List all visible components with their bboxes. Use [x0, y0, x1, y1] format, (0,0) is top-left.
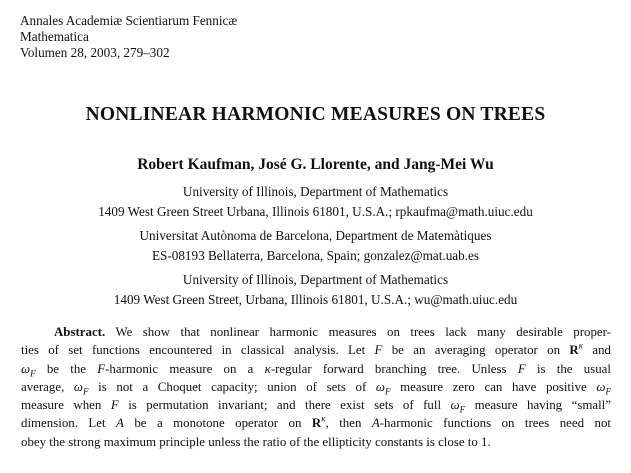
math-symbol: F	[459, 404, 466, 415]
abstract-text: , then	[325, 416, 362, 431]
abstract-text: -regular forward branching tree. Unless	[270, 361, 507, 376]
abstract-line-3	[21, 360, 611, 378]
math-symbol: F	[517, 361, 526, 376]
math-symbol: ω	[73, 379, 84, 394]
paper-authors: Robert Kaufman, José G. Llorente, and Jang-Mei Wu	[137, 156, 494, 173]
abstract-line-1	[21, 323, 611, 341]
abstract-text: measure zero can have positive	[400, 379, 587, 394]
math-symbol: F	[374, 343, 383, 358]
abstract-label: Abstract.	[54, 325, 106, 339]
abstract-text: -harmonic measure on a	[105, 361, 254, 376]
math-symbol: κ	[264, 361, 271, 376]
math-symbol: F	[97, 361, 106, 376]
math-symbol: R	[569, 343, 579, 358]
math-symbol: A	[371, 416, 380, 431]
affiliation-3	[0, 270, 631, 310]
math-symbol: κ	[578, 341, 584, 351]
math-symbol: F	[110, 398, 119, 413]
abstract-text: is not a Choquet capacity; union of sets of	[98, 379, 367, 394]
abstract-line-4	[21, 378, 611, 396]
journal-series: Mathematica	[20, 29, 89, 44]
abstract-line-2	[21, 341, 611, 359]
abstract-text: and	[592, 343, 611, 358]
affiliation-institution: University of Illinois, Department of Mathematics	[182, 184, 449, 199]
affiliation-address: 1409 West Green Street Urbana, Illinois 61801, U.S.A.; rpkaufma@math.uiuc.edu	[98, 204, 533, 219]
abstract-text: We show that nonlinear harmonic measures on trees lack many desirable proper-	[115, 325, 611, 339]
math-symbol: ω	[21, 361, 31, 376]
math-symbol: A	[116, 416, 124, 431]
abstract-text: measure having “small”	[474, 398, 611, 413]
math-symbol: ω	[375, 379, 385, 394]
math-symbol: ω	[596, 379, 606, 394]
math-symbol: F	[30, 368, 36, 379]
math-symbol: F	[83, 386, 89, 397]
abstract-text: measure when	[21, 398, 102, 413]
abstract-text: be an averaging operator on	[391, 343, 561, 358]
affiliation-institution: Universitat Autònoma de Barcelona, Department de Matemàtiques	[139, 228, 492, 243]
abstract-text: dimension. Let	[21, 416, 106, 431]
abstract-text: be a monotone operator on	[134, 416, 302, 431]
affiliation-2	[0, 226, 631, 266]
math-symbol: κ	[321, 414, 326, 425]
abstract-text: obey the strong maximum principle unless the ratio of the ellipticity constants is close to 1.	[21, 434, 491, 449]
journal-header	[20, 13, 237, 61]
math-symbol: F	[605, 386, 611, 397]
abstract-text: is permutation invariant; and there exist sets of full	[128, 398, 442, 413]
affiliation-1	[0, 182, 631, 222]
abstract-text: -harmonic functions on trees need not	[379, 416, 611, 431]
abstract-line-7	[21, 433, 611, 451]
journal-volume: Volumen 28, 2003, 279–302	[20, 45, 170, 60]
math-symbol: F	[385, 386, 391, 397]
abstract	[21, 323, 611, 451]
abstract-text: be the	[46, 361, 87, 376]
abstract-line-5	[21, 396, 611, 414]
paper-title: NONLINEAR HARMONIC MEASURES ON TREES	[85, 104, 546, 125]
abstract-text: is the usual	[536, 361, 611, 376]
journal-name: Annales Academiæ Scientiarum Fennicæ	[20, 13, 238, 28]
math-symbol: ω	[450, 398, 460, 413]
math-symbol: R	[311, 416, 322, 431]
affiliation-address: ES-08193 Bellaterra, Barcelona, Spain; gonzalez@mat.uab.es	[151, 248, 480, 263]
affiliation-address: 1409 West Green Street, Urbana, Illinois 61801, U.S.A.; wu@math.uiuc.edu	[113, 292, 518, 307]
affiliation-institution: University of Illinois, Department of Mathematics	[182, 272, 449, 287]
abstract-text: ties of set functions encountered in classical analysis. Let	[21, 343, 366, 358]
abstract-text: average,	[21, 379, 65, 394]
abstract-line-6	[21, 414, 611, 432]
